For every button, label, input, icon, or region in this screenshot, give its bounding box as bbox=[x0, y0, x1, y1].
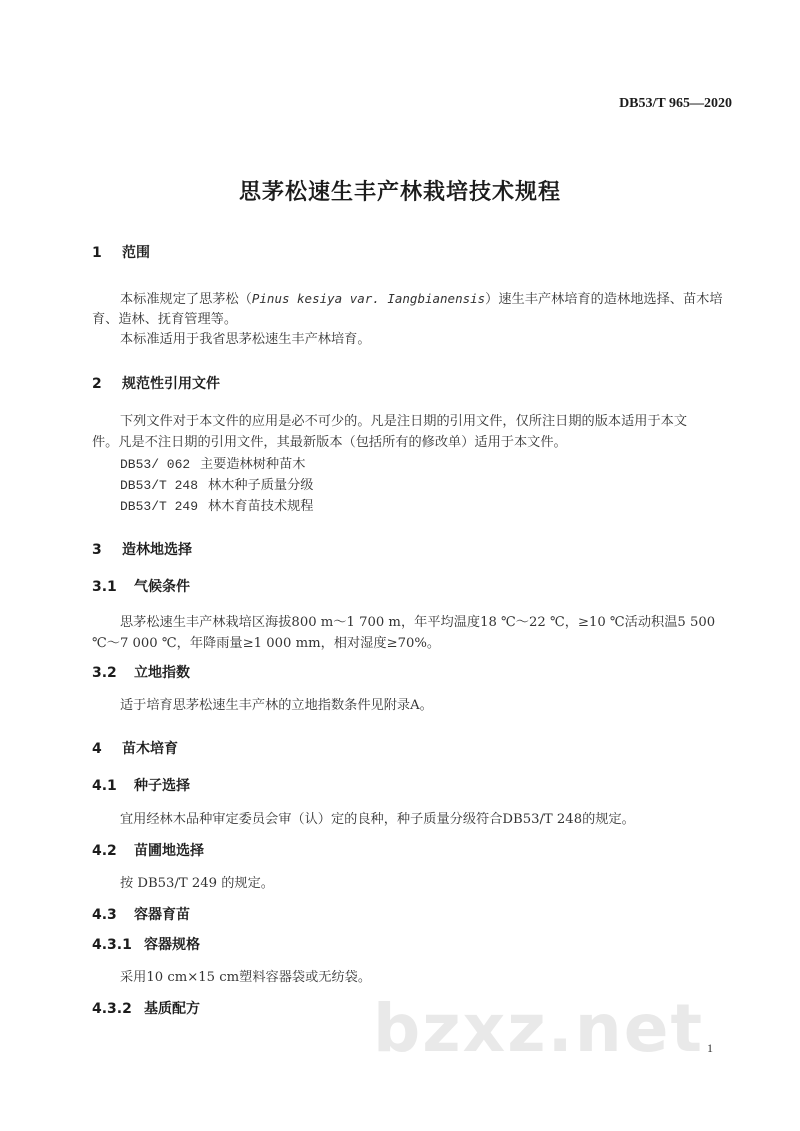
section-number: 4 bbox=[92, 741, 102, 757]
section-number: 4.3 bbox=[92, 907, 117, 923]
text: ）速生丰产林培育的造林地选择、苗木培 bbox=[485, 292, 723, 307]
section-number: 4.3.2 bbox=[92, 1001, 132, 1017]
latin-name: Pinus kesiya var. Iangbianensis bbox=[251, 291, 486, 306]
section-4-heading bbox=[92, 738, 178, 758]
paragraph: 思茅松速生丰产林栽培区海拔800 m～1 700 m，年平均温度18 ℃～22 ℃，≥10 ℃活动积温5 500 bbox=[120, 615, 716, 630]
section-title: 造林地选择 bbox=[122, 542, 192, 558]
watermark: bzxz.net bbox=[373, 990, 705, 1067]
paragraph-line: 件。凡是不注日期的引用文件，其最新版本（包括所有的修改单）适用于本文件。 bbox=[92, 435, 567, 450]
reference-title: 主要造林树种苗木 bbox=[200, 457, 306, 472]
section-title: 范围 bbox=[122, 245, 150, 261]
document-title: 思茅松速生丰产林栽培技术规程 bbox=[238, 180, 561, 205]
reference-item bbox=[120, 453, 306, 472]
section-title: 容器规格 bbox=[144, 937, 200, 953]
reference-title: 林木育苗技术规程 bbox=[208, 499, 314, 514]
paragraph-line: ℃～7 000 ℃，年降雨量≥1 000 mm，相对湿度≥70%。 bbox=[92, 636, 441, 651]
section-4-3-2-heading bbox=[92, 998, 200, 1018]
section-4-3-heading bbox=[92, 904, 190, 924]
section-title: 规范性引用文件 bbox=[122, 376, 220, 392]
section-number: 2 bbox=[92, 376, 102, 392]
section-1-heading bbox=[92, 242, 150, 262]
paragraph: 宜用经林木品种审定委员会审（认）定的良种，种子质量分级符合DB53/T 248的规定。 bbox=[120, 812, 635, 827]
paragraph: 适于培育思茅松速生丰产林的立地指数条件见附录A。 bbox=[120, 698, 433, 713]
section-3-1-heading bbox=[92, 576, 190, 596]
reference-item bbox=[120, 495, 314, 514]
reference-code: DB53/T 249 bbox=[120, 499, 199, 514]
section-number: 4.3.1 bbox=[92, 937, 132, 953]
section-title: 基质配方 bbox=[144, 1001, 200, 1017]
section-title: 苗木培育 bbox=[122, 741, 178, 757]
section-number: 3 bbox=[92, 542, 102, 558]
section-3-2-heading bbox=[92, 662, 190, 682]
section-number: 3.2 bbox=[92, 665, 117, 681]
section-4-3-1-heading bbox=[92, 934, 200, 954]
section-title: 种子选择 bbox=[134, 778, 190, 794]
section-4-1-heading bbox=[92, 775, 190, 795]
paragraph: 按 DB53/T 249 的规定。 bbox=[120, 876, 274, 891]
section-title: 容器育苗 bbox=[134, 907, 190, 923]
text: 本标准规定了思茅松（ bbox=[120, 292, 252, 307]
section-title: 立地指数 bbox=[134, 665, 190, 681]
paragraph: 下列文件对于本文件的应用是必不可少的。凡是注日期的引用文件，仅所注日期的版本适用于本文 bbox=[120, 414, 688, 429]
page-number: 1 bbox=[707, 1041, 713, 1055]
paragraph-line: 育、造林、抚育管理等。 bbox=[92, 312, 238, 327]
reference-item bbox=[120, 474, 314, 493]
section-number: 4.1 bbox=[92, 778, 117, 794]
reference-title: 林木种子质量分级 bbox=[208, 478, 314, 493]
standard-code: DB53/T 965—2020 bbox=[619, 96, 732, 111]
section-number: 3.1 bbox=[92, 579, 117, 595]
section-2-heading bbox=[92, 373, 220, 393]
reference-code: DB53/T 248 bbox=[120, 478, 199, 493]
section-3-heading bbox=[92, 539, 192, 559]
paragraph: 采用10 cm×15 cm塑料容器袋或无纺袋。 bbox=[120, 970, 372, 985]
section-title: 苗圃地选择 bbox=[134, 843, 204, 859]
section-number: 4.2 bbox=[92, 843, 117, 859]
paragraph bbox=[120, 288, 723, 307]
reference-code: DB53/ 062 bbox=[120, 457, 191, 472]
section-4-2-heading bbox=[92, 840, 204, 860]
paragraph: 本标准适用于我省思茅松速生丰产林培育。 bbox=[120, 332, 371, 347]
section-number: 1 bbox=[92, 245, 102, 261]
section-title: 气候条件 bbox=[134, 579, 190, 595]
